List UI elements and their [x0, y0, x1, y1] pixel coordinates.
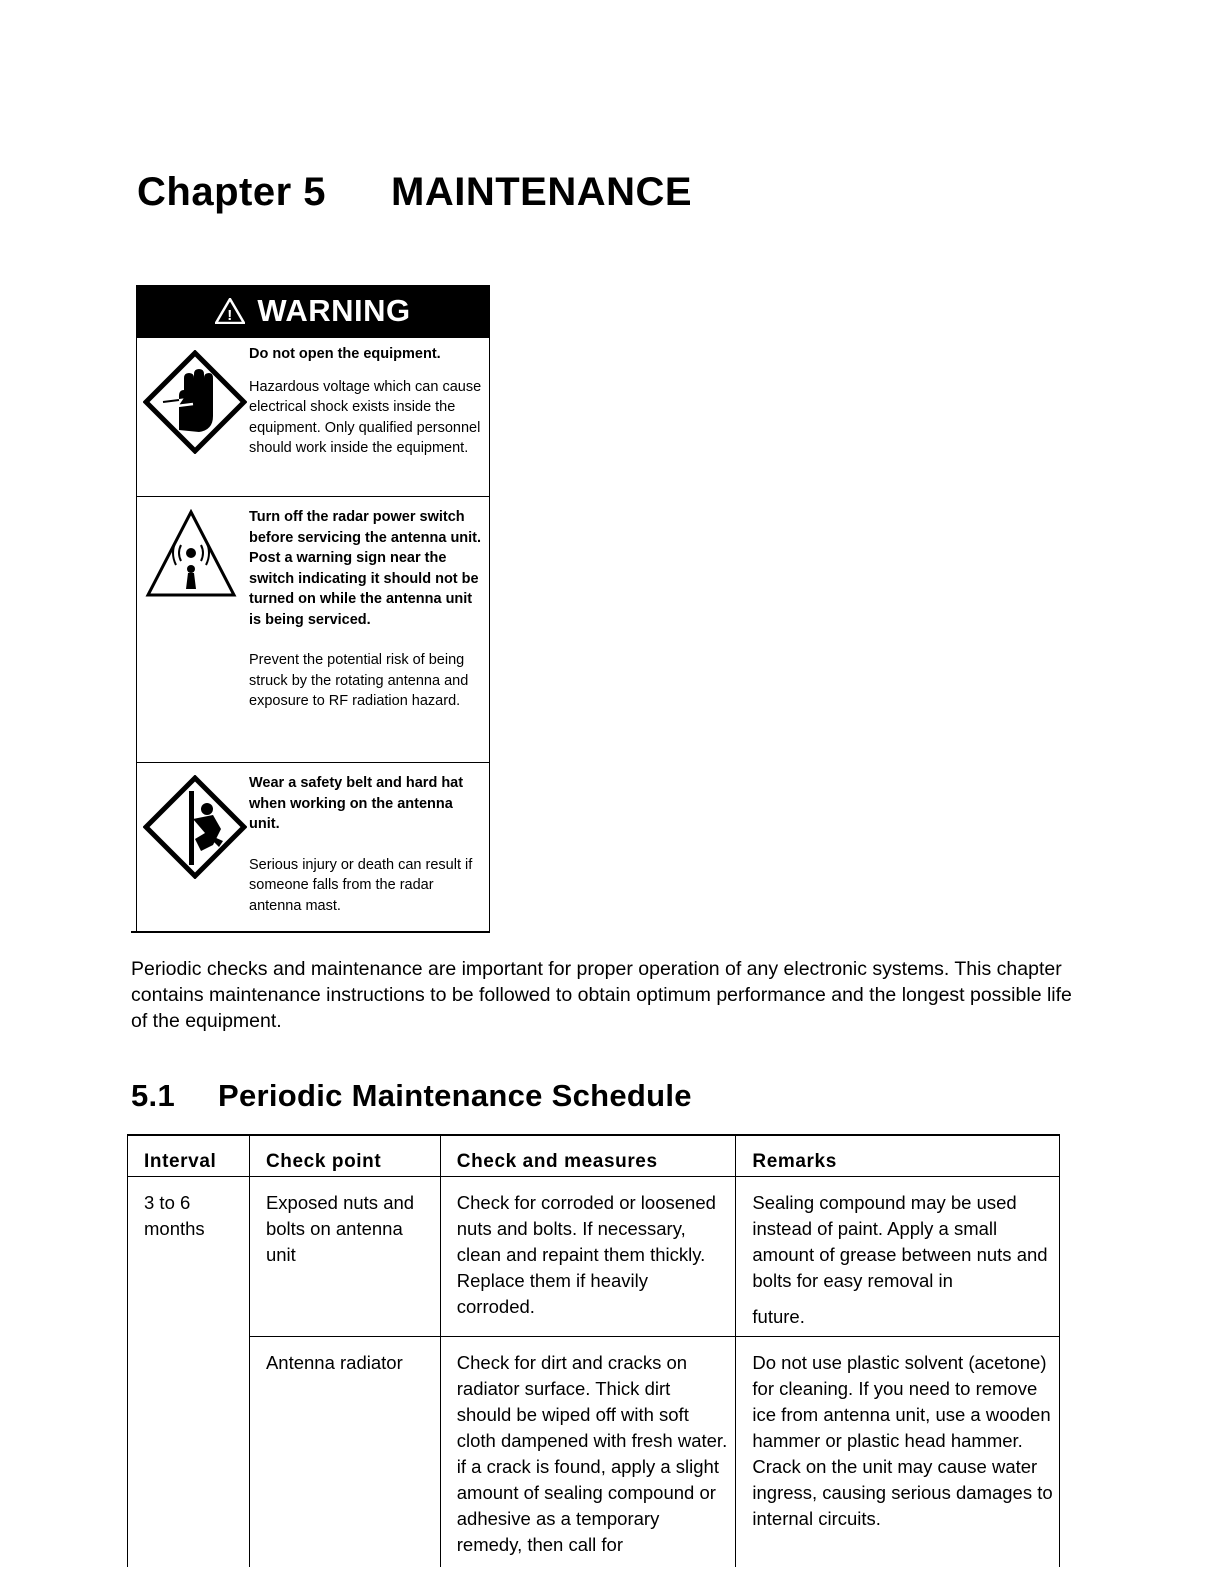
chapter-number: Chapter 5 — [137, 170, 326, 214]
warning-section-shock — [137, 337, 489, 496]
warning-body-fall: Serious injury or death can result if someone falls from the radar antenna mast. — [249, 856, 473, 914]
cell-interval: 3 to 6 months — [128, 1177, 250, 1337]
section-name: Periodic Maintenance Schedule — [218, 1078, 692, 1113]
warning-header — [137, 285, 489, 337]
intro-paragraph: Periodic checks and maintenance are important for proper operation of any electronic systems. This chapter contains maintenance instructions to be followed to obtain optimum performance and the longest possible life of the equipment. — [131, 958, 1072, 1032]
cell-measures: Check for dirt and cracks on radiator surface. Thick dirt should be wiped off with soft cloth dampened with fresh water. if a crack is found, apply a slight amount of sealing compound or adhesive as a temporary remedy, then call for — [440, 1337, 736, 1567]
maintenance-schedule-table — [127, 1134, 1060, 1567]
chapter-title — [137, 170, 692, 215]
warning-text-fall — [249, 773, 483, 928]
section-title — [131, 1078, 692, 1114]
warning-triangle-icon — [215, 298, 245, 324]
warning-text-shock — [249, 344, 483, 471]
header-check-point: Check point — [249, 1135, 440, 1177]
header-interval: Interval — [128, 1135, 250, 1177]
warning-bold-shock: Do not open the equipment. — [249, 346, 441, 362]
header-check-measures: Check and measures — [440, 1135, 736, 1177]
warning-section-fall — [137, 762, 489, 931]
warning-section-radiation — [137, 496, 489, 762]
table-row — [128, 1337, 1060, 1567]
section-number: 5.1 — [131, 1078, 175, 1113]
warning-bold-fall: Wear a safety belt and hard hat when working on the antenna unit. — [249, 775, 464, 832]
cell-remarks: Do not use plastic solvent (acetone) for cleaning. If you need to remove ice from antenna unit, use a wooden hammer or plastic head hammer. Crack on the unit may cause water ingress, causing serious damages to internal circuits. — [736, 1337, 1060, 1567]
table-header-row — [128, 1135, 1060, 1177]
cell-checkpoint: Exposed nuts and bolts on antenna unit — [249, 1177, 440, 1337]
cell-checkpoint: Antenna radiator — [249, 1337, 440, 1567]
cell-interval — [128, 1337, 250, 1567]
warning-text-radiation — [249, 507, 483, 724]
warning-body-radiation: Prevent the potential risk of being struck by the rotating antenna and exposure to RF radiation hazard. — [249, 652, 469, 709]
warning-body-shock: Hazardous voltage which can cause electrical shock exists inside the equipment. Only qualified personnel should work inside the equipment. — [249, 378, 482, 456]
warning-box-bottom-rule — [131, 931, 490, 933]
cell-remarks-text: Sealing compound may be used instead of paint. Apply a small amount of grease between nuts and bolts for easy removal in — [752, 1192, 1048, 1291]
warning-bold-radiation: Turn off the radar power switch before servicing the antenna unit. Post a warning sign near the switch indicating it should not be turned on while the antenna unit is being serviced. — [249, 509, 482, 628]
cell-remarks — [736, 1177, 1060, 1337]
warning-label: WARNING — [257, 293, 411, 328]
falling-person-icon — [143, 775, 247, 879]
radiation-hazard-icon — [145, 509, 237, 599]
warning-box — [136, 285, 490, 931]
cell-measures: Check for corroded or loosened nuts and bolts. If necessary, clean and repaint them thickly. Replace them if heavily corroded. — [440, 1177, 736, 1337]
table-row — [128, 1177, 1060, 1337]
electric-shock-hand-icon — [143, 350, 247, 454]
header-remarks: Remarks — [736, 1135, 1060, 1177]
svg-text:!: ! — [227, 307, 234, 324]
cell-remarks-tail: future. — [752, 1306, 805, 1327]
chapter-name: MAINTENANCE — [391, 170, 693, 214]
